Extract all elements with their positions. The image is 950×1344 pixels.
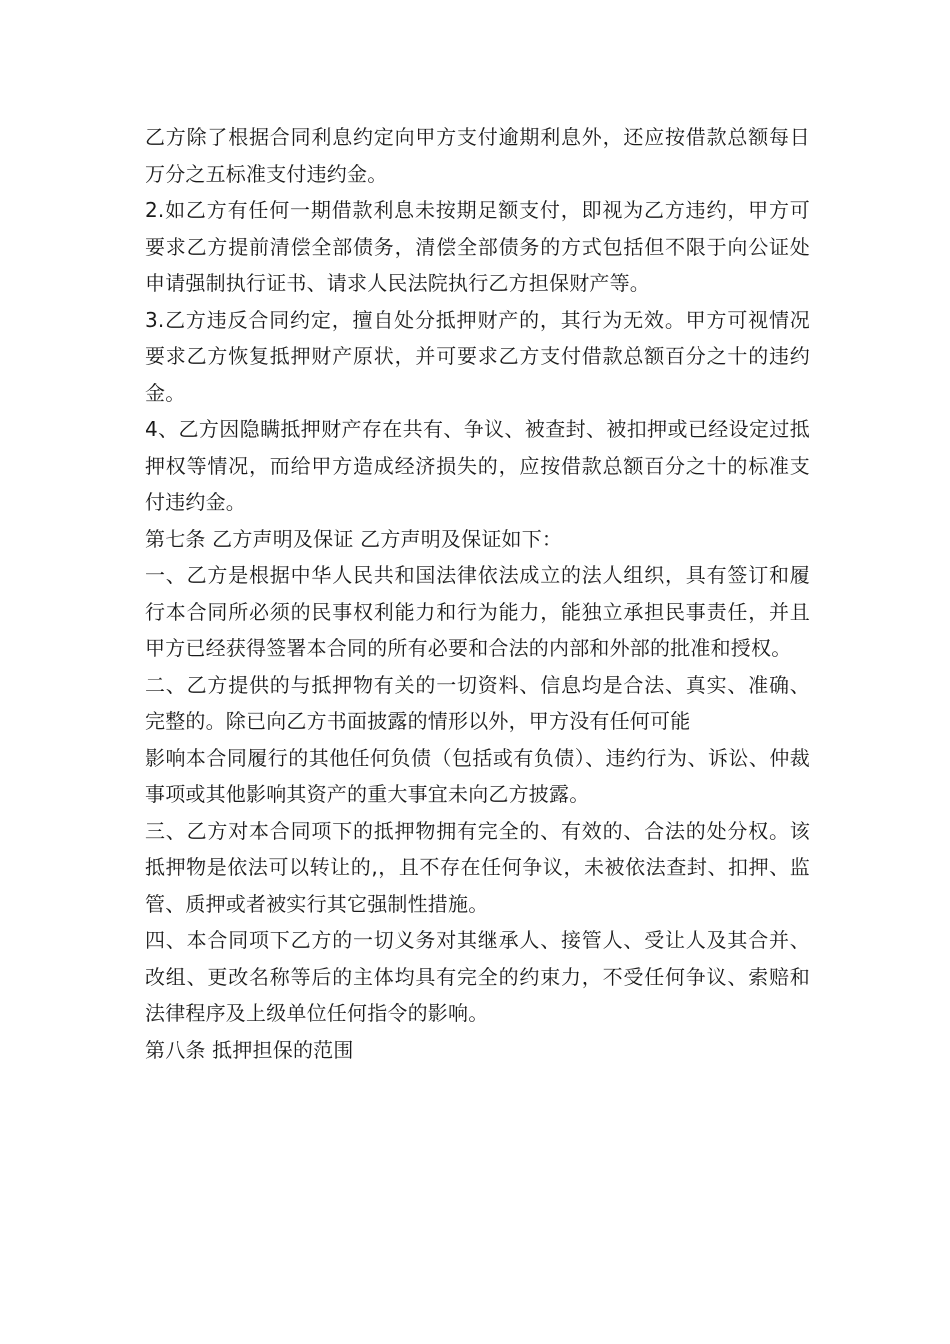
article-8-heading: 第八条 抵押担保的范围 <box>145 1037 354 1062</box>
paragraph-warranty-4: 四、本合同项下乙方的一切义务对其继承人、接管人、受让人及其合并、改组、更改名称等后的主体均具有完全的约束力，不受任何争议、索赔和法律程序及上级单位任何指令的影响。 <box>145 928 810 1025</box>
paragraph-clause-4: 4、乙方因隐瞒抵押财产存在共有、争议、被查封、被扣押或已经设定过抵押权等情况，而给甲方造成经济损失的，应按借款总额百分之十的标准支付违约金。 <box>145 417 810 514</box>
paragraph-overdue-penalty: 乙方除了根据合同利息约定向甲方支付逾期利息外，还应按借款总额每日万分之五标准支付违约金。 <box>145 125 810 186</box>
article-7-heading: 第七条 乙方声明及保证 乙方声明及保证如下： <box>145 526 563 551</box>
paragraph-clause-2: 2.如乙方有任何一期借款利息未按期足额支付，即视为乙方违约，甲方可要求乙方提前清偿全部债务，清偿全部债务的方式包括但不限于向公证处申请强制执行证书、请求人民法院执行乙方担保财产等。 <box>145 198 810 295</box>
document-body <box>145 119 810 1068</box>
paragraph-warranty-1: 一、乙方是根据中华人民共和国法律依法成立的法人组织，具有签订和履行本合同所必须的民事权利能力和行为能力，能独立承担民事责任，并且甲方已经获得签署本合同的所有必要和合法的内部和外部的批准和授权。 <box>145 563 810 660</box>
paragraph-warranty-2-continued: 影响本合同履行的其他任何负债（包括或有负债）、违约行为、诉讼、仲裁事项或其他影响其资产的重大事宜未向乙方披露。 <box>145 745 810 806</box>
paragraph-warranty-2: 二、乙方提供的与抵押物有关的一切资料、信息均是合法、真实、准确、完整的。除已向乙方书面披露的情形以外，甲方没有任何可能 <box>145 672 810 733</box>
paragraph-warranty-3: 三、乙方对本合同项下的抵押物拥有完全的、有效的、合法的处分权。该抵押物是依法可以转让的,，且不存在任何争议，未被依法查封、扣押、监管、质押或者被实行其它强制性措施。 <box>145 818 810 916</box>
paragraph-clause-3: 3.乙方违反合同约定，擅自处分抵押财产的，其行为无效。甲方可视情况要求乙方恢复抵押财产原状，并可要求乙方支付借款总额百分之十的违约金。 <box>145 307 810 405</box>
